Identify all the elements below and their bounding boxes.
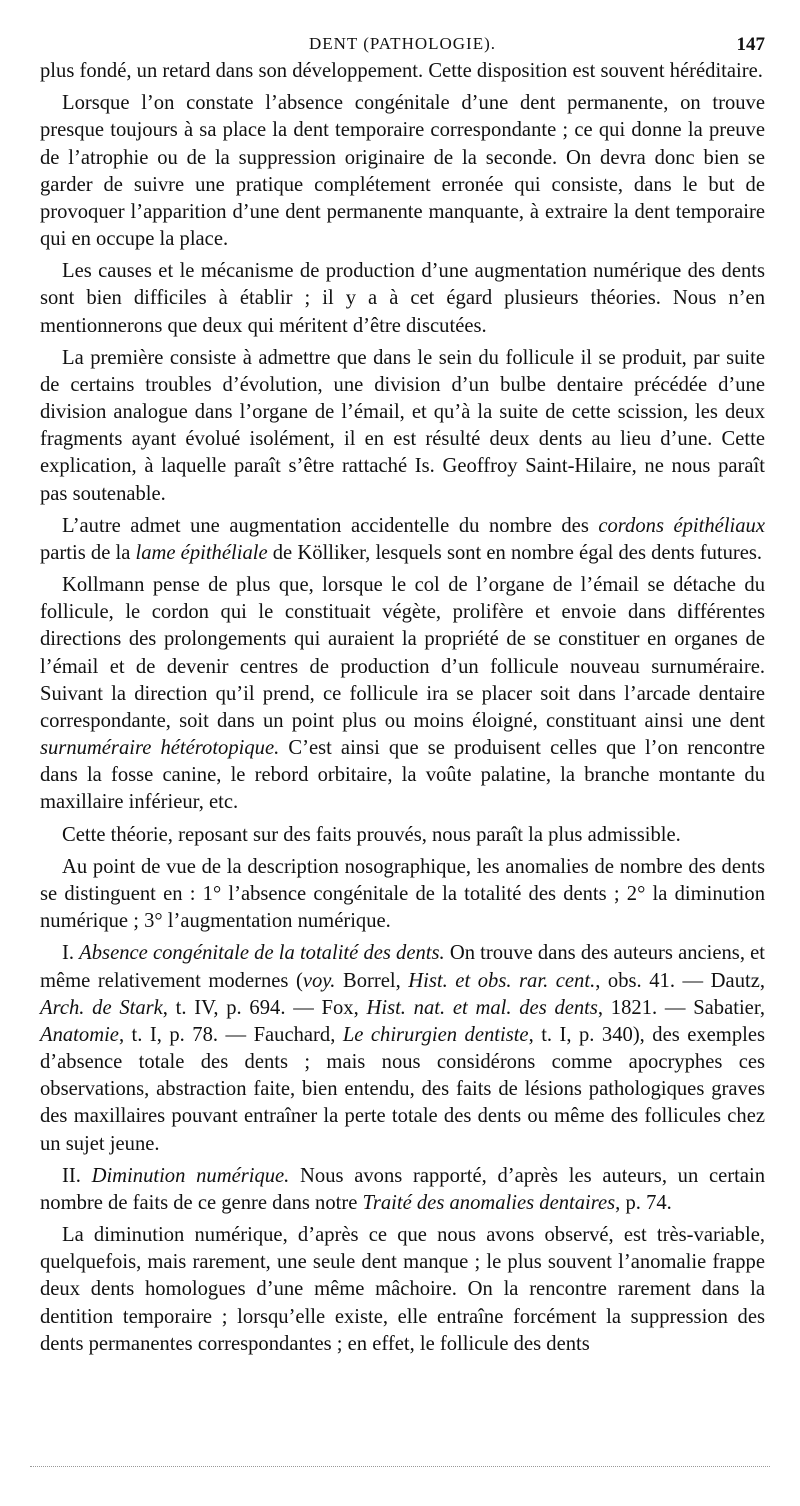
paragraph — [40, 90, 765, 253]
italic-text: Arch. de Stark — [40, 996, 163, 1019]
page-number: 147 — [736, 34, 765, 55]
text-run: On trouve dans des auteurs anciens, et même relativement modernes ( — [40, 942, 765, 992]
text-run: Borrel, — [335, 969, 409, 992]
text-run: L’autre admet une augmentation accidentelle du nombre des — [62, 514, 599, 537]
italic-text: surnuméraire hétérotopique. — [40, 737, 280, 760]
italic-text: Absence congénitale de la totalité des dents. — [79, 942, 445, 965]
text-run: plus fondé, un retard dans son développement. Cette disposition est souvent héréditaire. — [40, 60, 763, 82]
paragraph — [40, 940, 765, 1157]
text-run: Lorsque l’on constate l’absence congénitale d’une dent permanente, on trouve presque toujours à sa place la dent temporaire correspondante ; ce qui donne la preuve de l’atrophie ou de la suppression originaire de la seconde. On devra donc bien se garder de suivre une pratique complétement erronée qui consiste, dans le but de provoquer l’apparition d’une dent permanente manquante, à extraire la dent temporaire qui en occupe la place. — [40, 92, 765, 251]
italic-text: Hist. nat. et mal. des dents — [366, 996, 598, 1019]
text-run: , 1821. — Sabatier, — [597, 996, 766, 1019]
running-title-main: DENT — [308, 34, 358, 53]
italic-text: Le chirurgien dentiste — [342, 1023, 529, 1046]
text-run: , t. I, p. 340), des exemples d’absence totale des dents ; mais nous considérons comme apocryphes ces observations, abstraction faite, bien entendu, des faits de lésions pathologiques graves des maxillaires pouvant entraîner la perte totale des dents ou même des follicules chez un sujet jeune. — [40, 1023, 765, 1155]
text-run: I. — [62, 942, 80, 965]
text-run: , obs. 41. — Dautz, — [595, 969, 765, 992]
text-run: partis de la — [40, 541, 136, 564]
text-run: II. — [62, 1164, 92, 1187]
paragraph — [40, 58, 765, 85]
italic-text: Hist. et obs. rar. cent. — [408, 969, 596, 992]
italic-text: Traité des anomalies dentaires — [362, 1191, 616, 1214]
italic-text: Anatomie — [40, 1023, 119, 1046]
text-run: , t. I, p. 78. — Fauchard, — [118, 1023, 343, 1046]
bottom-rule — [30, 1466, 770, 1467]
paragraph — [40, 1163, 765, 1217]
text-run: Cette théorie, reposant sur des faits prouvés, nous paraît la plus admissible. — [62, 823, 681, 846]
running-title — [40, 34, 765, 54]
paragraph — [40, 258, 765, 340]
text-run: Kollmann pense de plus que, lorsque le col de l’organe de l’émail se détache du follicule, le cordon qui le constituait végète, prolifère et envoie dans différentes directions des prolongements qui auraient la propriété de se constituer en organes de l’émail et de devenir centres de production d’un follicule nouveau surnuméraire. Suivant la direction qu’il prend, ce follicule ira se placer soit dans l’arcade dentaire correspondante, soit dans un point plus ou moins éloigné, constituant ainsi une dent — [40, 574, 765, 732]
paragraph — [40, 513, 765, 567]
paragraph — [40, 854, 765, 936]
running-header — [40, 34, 765, 58]
text-run: , p. 74. — [615, 1191, 672, 1214]
running-title-subject: (PATHOLOGIE). — [363, 34, 497, 53]
text-run: La première consiste à admettre que dans le sein du follicule il se produit, par suite de certains troubles d’évolution, une division d’un bulbe dentaire précédée d’une division analogue dans l’organe de l’émail, et qu’à la suite de cette scission, les deux fragments ayant évolué isolément, il en est résulté deux dents au lieu d’une. Cette explication, à laquelle paraît s’être rattaché Is. Geoffroy Saint-Hilaire, ne nous paraît pas soutenable. — [40, 346, 765, 505]
text-run: de Kölliker, lesquels sont en nombre égal des dents futures. — [267, 541, 763, 564]
paragraph — [40, 1222, 765, 1358]
text-run: Nous avons rapporté, d’après les auteurs, un certain nombre de faits de ce genre dans notre — [40, 1164, 766, 1214]
italic-text: lame épithéliale — [135, 541, 268, 564]
text-run: C’est ainsi que se produisent celles que l’on rencontre dans la fosse canine, le rebord orbitaire, la voûte palatine, la branche montante du maxillaire inférieur, etc. — [40, 737, 765, 814]
text-run: Au point de vue de la description nosographique, les anomalies de nombre des dents se distinguent en : 1° l’absence congénitale de la totalité des dents ; 2° la diminution numérique ; 3° l’augmentation numérique. — [40, 855, 765, 933]
paragraph — [40, 345, 765, 508]
italic-text: Diminution numérique. — [91, 1164, 290, 1187]
italic-text: voy. — [302, 969, 336, 992]
body-text — [40, 58, 765, 1363]
text-run: , t. IV, p. 694. — Fox, — [162, 996, 367, 1019]
text-run: La diminution numérique, d’après ce que nous avons observé, est très-variable, quelquefois, mais rarement, une seule dent manque ; le plus souvent l’anomalie frappe deux dents homologues d’une même mâchoire. On la rencontre rarement dans la dentition temporaire ; lorsqu’elle existe, elle entraîne forcément la suppression des dents permanentes correspondantes ; en effet, le follicule des dents — [40, 1224, 765, 1355]
paragraph — [40, 572, 765, 817]
text-run: Les causes et le mécanisme de production d’une augmentation numérique des dents sont bien difficiles à établir ; il y a à cet égard plusieurs théories. Nous n’en mentionnerons que deux qui méritent d’être discutées. — [40, 260, 765, 337]
paragraph — [40, 822, 765, 849]
italic-text: cordons épithéliaux — [598, 514, 765, 537]
